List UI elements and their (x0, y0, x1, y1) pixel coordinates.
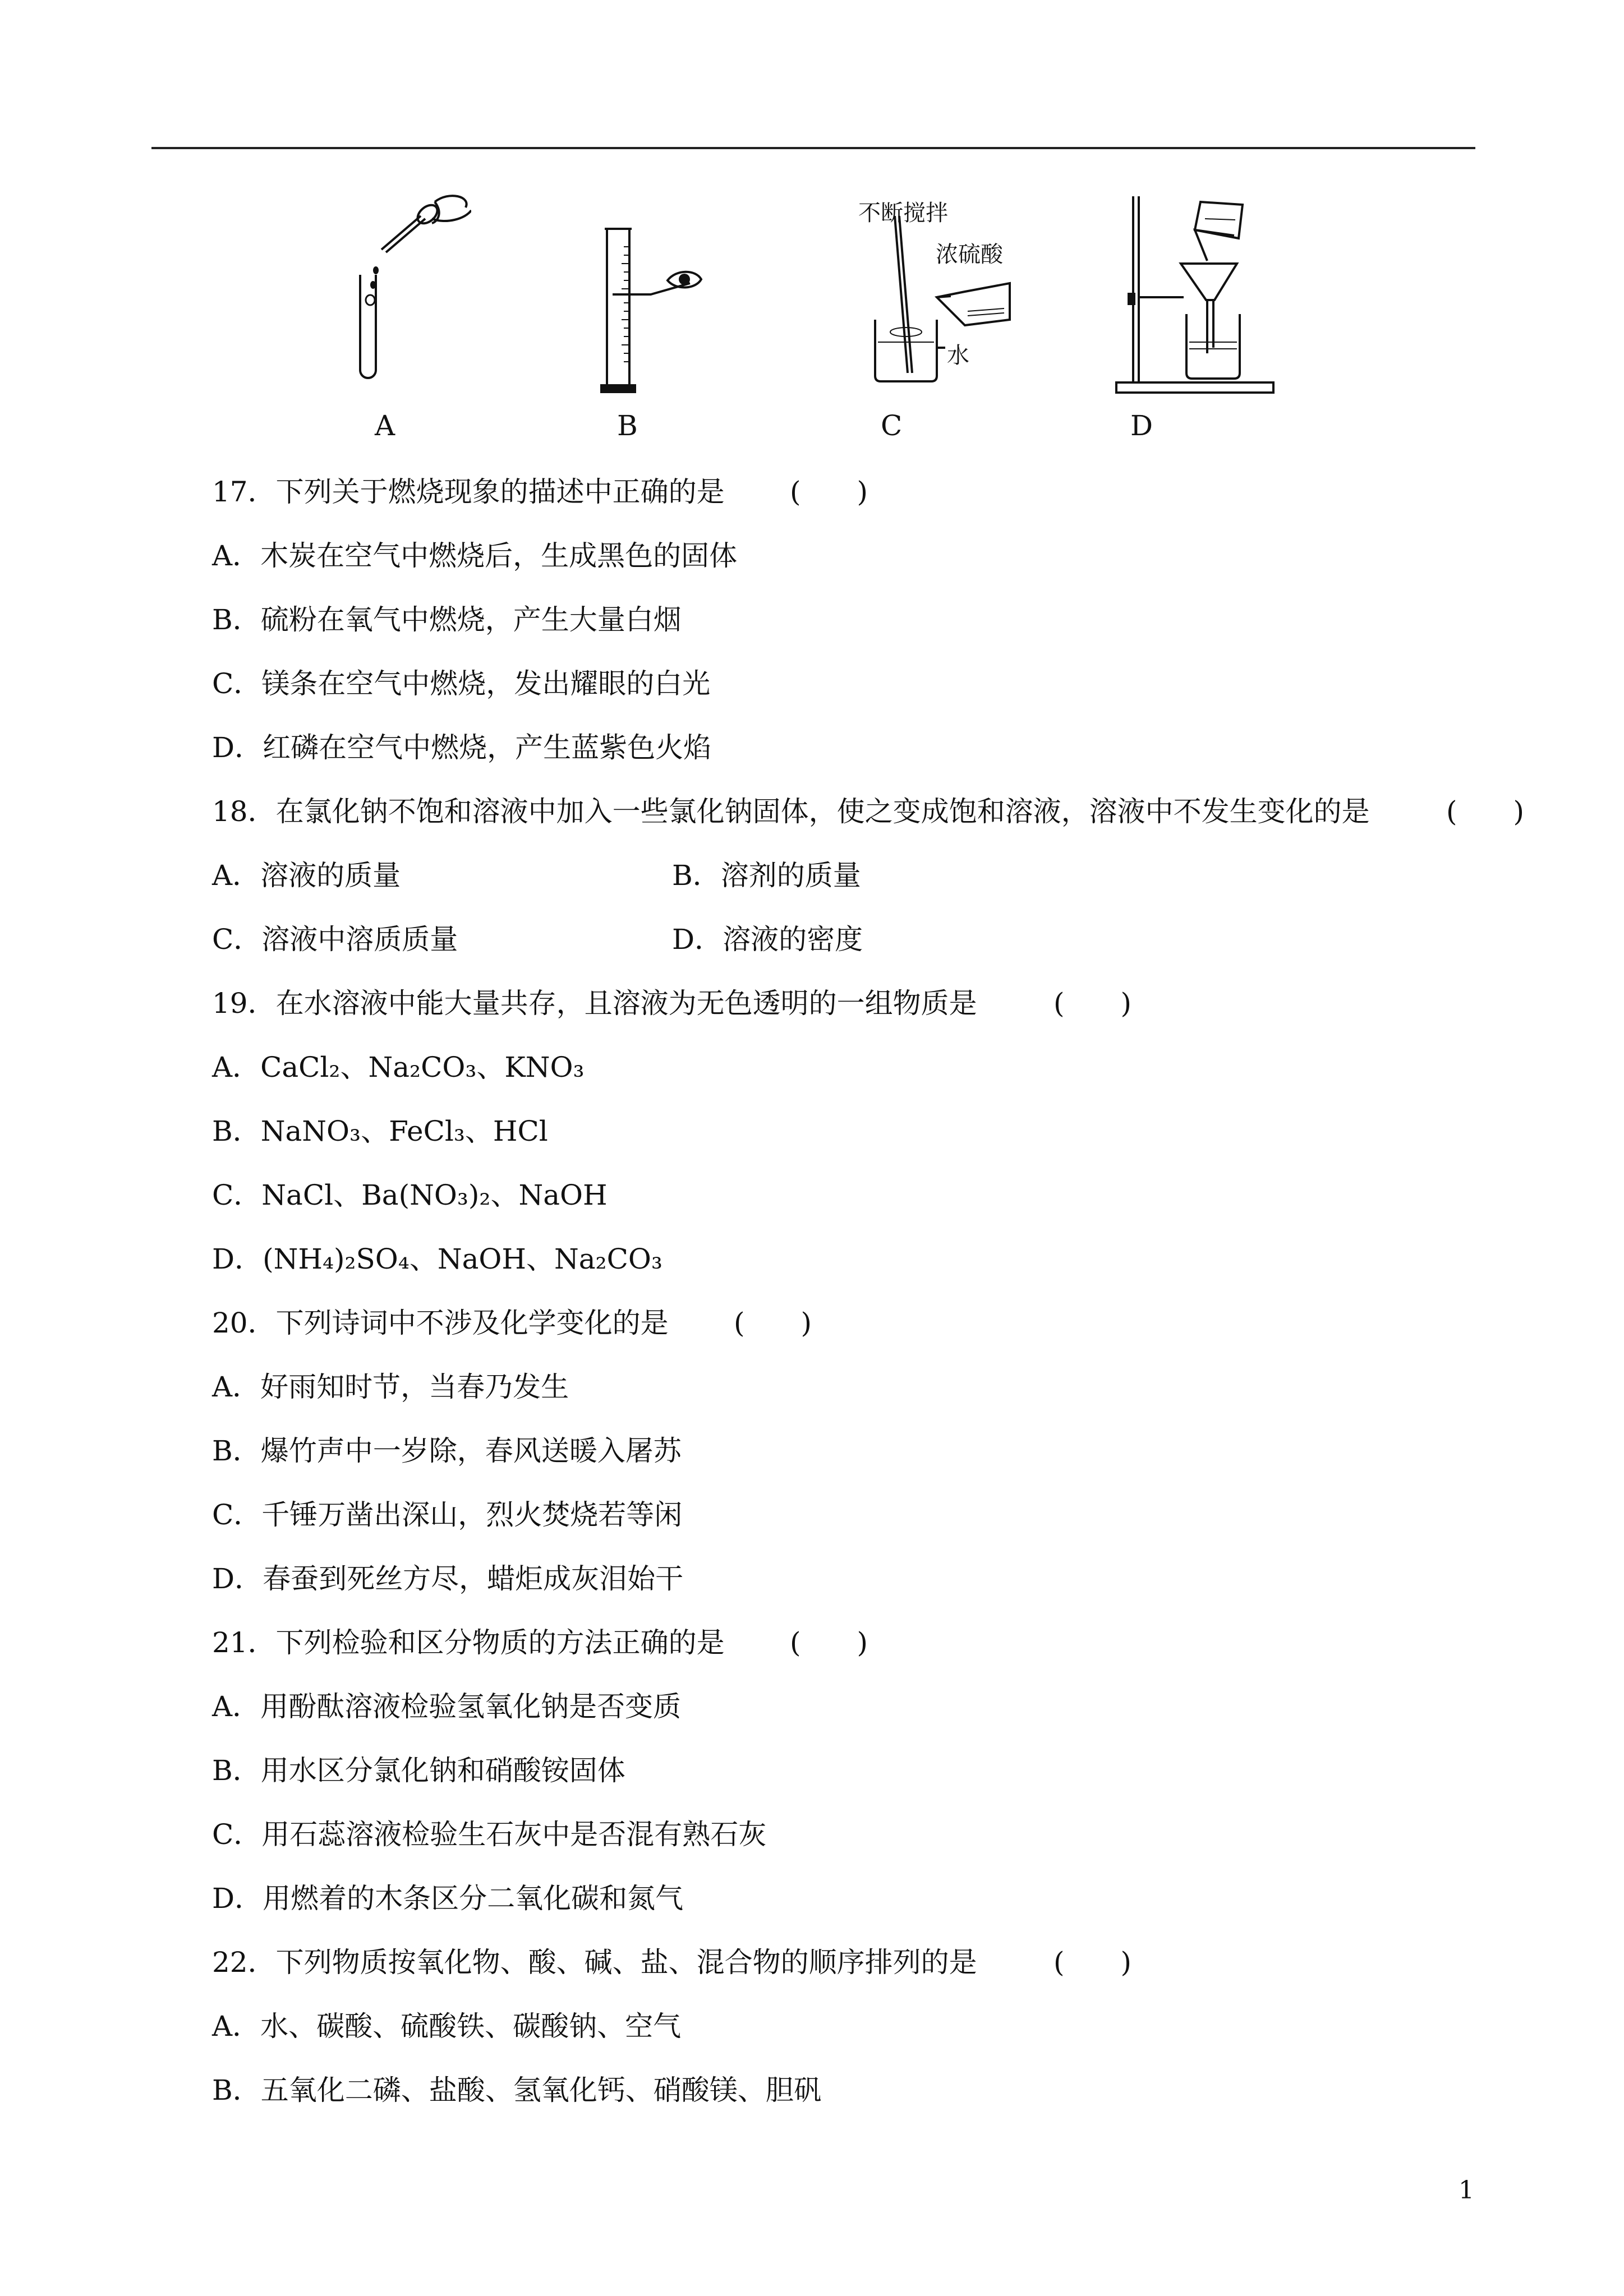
acid-label: 浓硫酸 (936, 242, 1003, 268)
option-row (212, 843, 1536, 907)
option-b: B．硫粉在氧气中燃烧，产生大量白烟 (212, 603, 682, 636)
option-a: A．溶液的质量 (212, 859, 401, 892)
question-21 (212, 1611, 1536, 1930)
option-b: B．五氧化二磷、盐酸、氢氧化钙、硝酸镁、胆矾 (212, 2074, 822, 2106)
figure-b (583, 185, 752, 454)
question-stem: 21．下列检验和区分物质的方法正确的是 ( ) (212, 1611, 1536, 1675)
figure-row (303, 185, 1346, 454)
figure-a (303, 185, 471, 454)
answer-paren: ( ) (1053, 987, 1132, 1020)
answer-paren: ( ) (1446, 795, 1525, 828)
option-row (212, 907, 1536, 971)
option-d: D．溶液的密度 (672, 923, 863, 956)
figure-c-label: C (881, 409, 903, 442)
option-a: A．好雨知时节，当春乃发生 (212, 1371, 569, 1403)
question-17 (212, 460, 1536, 780)
option-b: B．NaNO₃、FeCl₃、HCl (212, 1115, 548, 1147)
option-a: A．水、碳酸、硫酸铁、碳酸钠、空气 (212, 2010, 682, 2043)
option-c: C．溶液中溶质质量 (212, 923, 458, 956)
answer-paren: ( ) (1053, 1946, 1132, 1979)
question-stem: 17．下列关于燃烧现象的描述中正确的是 ( ) (212, 460, 1536, 524)
option-c: C．镁条在空气中燃烧，发出耀眼的白光 (212, 667, 711, 700)
option-c: C．用石蕊溶液检验生石灰中是否混有熟石灰 (212, 1818, 767, 1851)
question-stem: 22．下列物质按氧化物、酸、碱、盐、混合物的顺序排列的是 ( ) (212, 1930, 1536, 1994)
option-b: B．溶剂的质量 (672, 859, 861, 892)
question-stem: 19．在水溶液中能大量共存，且溶液为无色透明的一组物质是 ( ) (212, 971, 1536, 1035)
option-c: C．千锤万凿出深山，烈火焚烧若等闲 (212, 1499, 683, 1531)
option-b: B．用水区分氯化钠和硝酸铵固体 (212, 1754, 625, 1787)
question-22 (212, 1930, 1536, 2122)
question-stem: 18．在氯化钠不饱和溶液中加入一些氯化钠固体，使之变成饱和溶液，溶液中不发生变化的是 ( ) (212, 780, 1536, 843)
questions (212, 460, 1536, 2122)
header-rule (151, 147, 1475, 149)
filtration-illustration (1105, 185, 1307, 409)
figure-c (853, 185, 1077, 454)
question-stem: 20．下列诗词中不涉及化学变化的是 ( ) (212, 1291, 1536, 1355)
water-label: 水 (947, 343, 969, 368)
stir-label: 不断搅拌 (858, 200, 948, 226)
dropper-test-tube-illustration (303, 185, 471, 409)
option-b: B．爆竹声中一岁除，春风送暖入屠苏 (212, 1435, 682, 1467)
option-a: A．CaCl₂、Na₂CO₃、KNO₃ (212, 1051, 585, 1084)
option-d: D．春蚕到死丝方尽，蜡炬成灰泪始干 (212, 1562, 684, 1595)
option-a: A．木炭在空气中燃烧后，生成黑色的固体 (212, 540, 738, 572)
option-d: D．用燃着的木条区分二氧化碳和氮气 (212, 1882, 684, 1915)
figure-d-label: D (1130, 409, 1153, 442)
answer-paren: ( ) (790, 476, 868, 508)
figure-a-label: A (375, 409, 395, 442)
answer-paren: ( ) (734, 1307, 812, 1339)
figure-d (1105, 185, 1307, 454)
question-20 (212, 1291, 1536, 1611)
question-19 (212, 971, 1536, 1291)
option-d: D．(NH₄)₂SO₄、NaOH、Na₂CO₃ (212, 1243, 663, 1275)
option-a: A．用酚酞溶液检验氢氧化钠是否变质 (212, 1690, 682, 1723)
option-c: C．NaCl、Ba(NO₃)₂、NaOH (212, 1179, 608, 1211)
page-number: 1 (1459, 2176, 1474, 2205)
question-18 (212, 780, 1536, 971)
graduated-cylinder-illustration (583, 185, 752, 409)
answer-paren: ( ) (790, 1626, 868, 1659)
figure-b-label: B (617, 409, 638, 442)
option-d: D．红磷在空气中燃烧，产生蓝紫色火焰 (212, 731, 712, 764)
